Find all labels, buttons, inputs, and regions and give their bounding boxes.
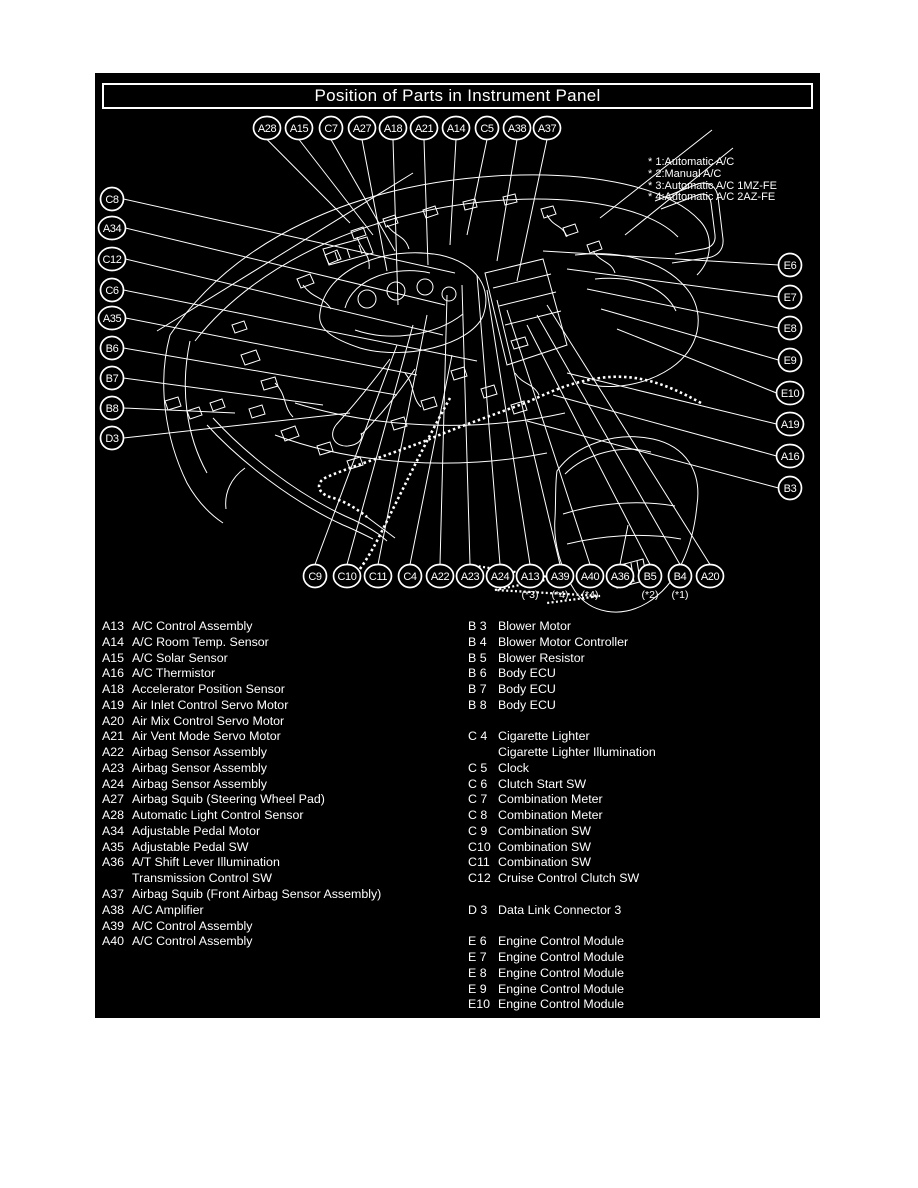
callout-label: A14: [446, 122, 466, 135]
callout-A39: [547, 565, 574, 602]
part-code: A34: [102, 823, 125, 838]
callout-label: C9: [308, 570, 322, 583]
legend-row: [102, 934, 381, 950]
callout-B5: [639, 565, 662, 602]
part-code: A23: [102, 760, 125, 775]
callout-B6: [101, 337, 124, 360]
callout-label: A15: [289, 122, 309, 135]
callout-A34: [99, 217, 126, 240]
legend-row: [468, 729, 656, 745]
callout-C4: [399, 565, 422, 588]
part-code: C 4: [468, 729, 488, 744]
callout-label: A38: [507, 122, 527, 135]
part-code: B 8: [468, 697, 487, 712]
callout-label: C6: [105, 284, 119, 297]
part-code: A18: [102, 682, 125, 697]
leader-line-E7: [567, 269, 779, 297]
part-code: A21: [102, 729, 125, 744]
part-name: Combination Meter: [498, 792, 603, 807]
legend-row: [468, 840, 656, 856]
part-name: Clutch Start SW: [498, 776, 587, 791]
leader-line-A20: [547, 305, 710, 565]
callout-label: A20: [700, 570, 720, 583]
note-line: * 2:Manual A/C: [648, 167, 722, 180]
leader-line-A35: [126, 318, 418, 375]
legend-row: [468, 824, 656, 840]
part-name: Air Mix Control Servo Motor: [132, 713, 285, 728]
leader-line-C7: [331, 140, 395, 252]
leader-line-C12: [126, 259, 444, 335]
callout-label: C4: [403, 570, 417, 583]
part-code: D 3: [468, 902, 488, 917]
part-code: A13: [102, 619, 125, 633]
callout-footnote: (*4): [581, 589, 599, 601]
part-name: Engine Control Module: [498, 934, 625, 949]
part-code: B 7: [468, 682, 487, 697]
callout-A36: [607, 565, 634, 588]
callout-C9: [304, 565, 327, 588]
legend-row: [468, 887, 656, 903]
callout-C5: [476, 117, 499, 140]
part-code: C 9: [468, 823, 488, 838]
callout-A22: [427, 565, 454, 588]
part-code: C12: [468, 871, 491, 886]
part-code: A40: [102, 934, 125, 949]
part-name: Engine Control Module: [498, 950, 625, 965]
callout-label: E6: [783, 259, 797, 272]
callout-A27: [349, 117, 376, 140]
part-name: Airbag Squib (Front Airbag Sensor Assembly): [132, 887, 382, 902]
part-code: C 5: [468, 760, 488, 775]
callout-label: A19: [780, 418, 800, 431]
part-name: A/C Room Temp. Sensor: [132, 634, 269, 649]
part-code: C 6: [468, 776, 488, 791]
legend-row: [102, 635, 381, 651]
part-code: A28: [102, 808, 125, 823]
callout-footnote: (*4): [551, 589, 569, 601]
part-code: A35: [102, 839, 125, 854]
legend-row: [468, 997, 656, 1013]
note-line: * 3:Automatic A/C 1MZ-FE: [648, 179, 777, 192]
callout-footnote: (*2): [641, 589, 659, 601]
callout-B3: [779, 477, 802, 500]
callout-label: B5: [643, 570, 657, 583]
callout-label: D3: [105, 432, 119, 445]
callout-E9: [779, 349, 802, 372]
callout-B7: [101, 367, 124, 390]
legend-row: [468, 792, 656, 808]
callout-B8: [101, 397, 124, 420]
callout-label: A13: [520, 570, 540, 583]
callout-A38: [504, 117, 531, 140]
leader-line-B5: [527, 325, 650, 565]
leader-line-A21: [424, 140, 428, 266]
part-name: Automatic Light Control Sensor: [132, 808, 304, 823]
part-name: A/C Control Assembly: [132, 619, 253, 633]
legend-row: [468, 966, 656, 982]
part-code: C11: [468, 855, 490, 870]
part-code: E 7: [468, 950, 487, 965]
part-name: Combination Meter: [498, 808, 603, 823]
legend-row: [102, 666, 381, 682]
part-code: A39: [102, 918, 125, 933]
part-name: Air Vent Mode Servo Motor: [132, 729, 281, 744]
callout-A13: [517, 565, 544, 602]
part-name: Combination SW: [498, 823, 591, 838]
diagram-panel: [95, 73, 820, 1018]
callout-label: A23: [460, 570, 480, 583]
legend-row: [102, 619, 381, 635]
callout-label: A16: [780, 450, 800, 463]
callout-label: A24: [490, 570, 510, 583]
part-name: Clock: [498, 760, 529, 775]
part-code: A24: [102, 776, 125, 791]
callout-C11: [365, 565, 392, 588]
leader-line-E10: [617, 329, 777, 393]
part-code: A15: [102, 650, 125, 665]
callout-A24: [487, 565, 514, 588]
legend-row: [102, 682, 381, 698]
leader-line-B3: [527, 421, 779, 488]
legend-row: [102, 871, 381, 887]
callout-A23: [457, 565, 484, 588]
callout-C12: [99, 248, 126, 271]
part-name: Cigarette Lighter: [498, 729, 590, 744]
callout-label: B4: [673, 570, 687, 583]
callout-label: B6: [105, 342, 119, 355]
part-name: Air Inlet Control Servo Motor: [132, 697, 289, 712]
legend-row: [102, 761, 381, 777]
callout-label: C7: [324, 122, 338, 135]
callout-E7: [779, 286, 802, 309]
legend-row: [102, 729, 381, 745]
callout-label: E10: [780, 387, 800, 400]
callout-C8: [101, 188, 124, 211]
callout-label: A34: [102, 222, 122, 235]
part-name: Engine Control Module: [498, 981, 625, 996]
part-code: C 8: [468, 808, 488, 823]
leader-line-A36: [620, 525, 628, 565]
part-name: Accelerator Position Sensor: [132, 682, 285, 697]
leader-line-A39: [497, 300, 560, 565]
part-code: C10: [468, 839, 491, 854]
callout-label: A27: [352, 122, 372, 135]
callout-C7: [320, 117, 343, 140]
leader-line-C10: [347, 325, 413, 565]
leader-line-A40: [507, 310, 590, 565]
legend-row: [102, 919, 381, 935]
part-code: A14: [102, 634, 125, 649]
callout-label: E8: [783, 322, 797, 335]
part-name: Blower Motor Controller: [498, 634, 629, 649]
callout-D3: [101, 427, 124, 450]
legend-row: [468, 761, 656, 777]
legend-row: [468, 714, 656, 730]
part-code: E 8: [468, 965, 487, 980]
part-code: B 5: [468, 650, 487, 665]
part-name: Data Link Connector 3: [498, 902, 622, 917]
part-code: A36: [102, 855, 125, 870]
note-line: * 4:Automatic A/C 2AZ-FE: [648, 191, 776, 204]
legend-row: [102, 808, 381, 824]
part-code: E10: [468, 997, 491, 1012]
legend-row: [468, 666, 656, 682]
legend-row: [102, 903, 381, 919]
callout-E6: [779, 254, 802, 277]
legend-left-column: [102, 619, 381, 950]
part-name: Adjustable Pedal SW: [132, 839, 249, 854]
part-code: B 3: [468, 619, 487, 633]
notes-block: [648, 157, 777, 204]
part-name: Cruise Control Clutch SW: [498, 871, 640, 886]
callout-E10: [777, 382, 804, 405]
part-name: Airbag Sensor Assembly: [132, 760, 267, 775]
callout-label: B8: [105, 402, 119, 415]
legend-row: [468, 871, 656, 887]
part-name: Engine Control Module: [498, 965, 625, 980]
callout-B4: [669, 565, 692, 602]
part-name: Blower Resistor: [498, 650, 585, 665]
part-name: Transmission Control SW: [132, 871, 272, 886]
callout-label: C5: [480, 122, 494, 135]
callout-A35: [99, 307, 126, 330]
callout-label: C8: [105, 193, 119, 206]
part-name: Airbag Sensor Assembly: [132, 776, 267, 791]
callout-A37: [534, 117, 561, 140]
legend-row: [468, 745, 656, 761]
legend-row: [102, 855, 381, 871]
legend-row: [468, 682, 656, 698]
legend-row: [468, 950, 656, 966]
leader-line-B4: [537, 315, 680, 565]
legend-row: [468, 982, 656, 998]
legend-row: [102, 651, 381, 667]
legend-row: [102, 887, 381, 903]
part-name: Combination SW: [498, 839, 591, 854]
part-code: E 9: [468, 981, 487, 996]
page-title: Position of Parts in Instrument Panel: [314, 86, 601, 105]
legend-row: [102, 792, 381, 808]
legend-row: [468, 698, 656, 714]
part-code: A27: [102, 792, 125, 807]
callout-label: B3: [783, 482, 797, 495]
callout-A28: [254, 117, 281, 140]
leader-line-D3: [124, 413, 351, 438]
note-line: * 1:Automatic A/C: [648, 156, 735, 168]
callout-label: A18: [383, 122, 403, 135]
part-name: A/C Solar Sensor: [132, 650, 228, 665]
part-name: Body ECU: [498, 697, 556, 712]
legend-right-column: [468, 619, 656, 1013]
legend-row: [102, 714, 381, 730]
legend-row: [102, 745, 381, 761]
callout-A16: [777, 445, 804, 468]
callout-A19: [777, 413, 804, 436]
callout-A15: [286, 117, 313, 140]
callout-label: A28: [257, 122, 277, 135]
part-name: Adjustable Pedal Motor: [132, 823, 261, 838]
part-code: A16: [102, 666, 125, 681]
callout-label: E9: [783, 354, 797, 367]
legend-row: [468, 919, 656, 935]
part-code: A19: [102, 697, 125, 712]
callout-label: C10: [337, 570, 357, 583]
callout-footnote: (*3): [521, 589, 539, 601]
callout-C6: [101, 279, 124, 302]
callout-label: A21: [414, 122, 434, 135]
callout-label: A36: [610, 570, 630, 583]
callout-label: B7: [105, 372, 119, 385]
callout-label: A40: [580, 570, 600, 583]
part-code: A38: [102, 902, 125, 917]
legend-row: [468, 651, 656, 667]
callout-footnote: (*1): [671, 589, 689, 601]
legend-row: [102, 777, 381, 793]
part-name: Blower Motor: [498, 619, 571, 633]
leader-line-A14: [450, 140, 456, 246]
leader-line-E8: [587, 289, 779, 328]
leader-line-A22: [440, 295, 447, 565]
callout-E8: [779, 317, 802, 340]
part-name: Combination SW: [498, 855, 591, 870]
part-name: A/C Control Assembly: [132, 934, 253, 949]
callout-A20: [697, 565, 724, 588]
callout-label: A22: [430, 570, 450, 583]
part-code: B 6: [468, 666, 487, 681]
callout-label: A37: [537, 122, 557, 135]
part-name: A/C Amplifier: [132, 902, 204, 917]
part-code: E 6: [468, 934, 487, 949]
legend-row: [102, 698, 381, 714]
legend-row: [468, 934, 656, 950]
callout-A21: [411, 117, 438, 140]
legend-row: [468, 855, 656, 871]
callout-label: C12: [102, 253, 122, 266]
callout-label: A39: [550, 570, 570, 583]
leader-line-A37: [517, 140, 547, 282]
part-name: Engine Control Module: [498, 997, 625, 1012]
leader-line-C5: [467, 140, 487, 236]
part-name: A/T Shift Lever Illumination: [132, 855, 280, 870]
part-name: Body ECU: [498, 682, 556, 697]
legend-row: [102, 824, 381, 840]
legend-row: [468, 777, 656, 793]
leader-line-A24: [477, 275, 500, 565]
part-name: A/C Thermistor: [132, 666, 216, 681]
part-code: A37: [102, 887, 125, 902]
part-name: Airbag Sensor Assembly: [132, 745, 267, 760]
legend-row: [102, 840, 381, 856]
legend-row: [468, 619, 656, 635]
leader-line-E6: [543, 251, 779, 265]
legend-row: [468, 808, 656, 824]
part-name: Body ECU: [498, 666, 556, 681]
leader-line-E9: [601, 309, 779, 360]
leader-line-A27: [362, 140, 387, 272]
part-name: A/C Control Assembly: [132, 918, 253, 933]
callout-A14: [443, 117, 470, 140]
part-name: Airbag Squib (Steering Wheel Pad): [132, 792, 325, 807]
legend-row: [468, 903, 656, 919]
callout-C10: [334, 565, 361, 588]
callout-A18: [380, 117, 407, 140]
part-code: A20: [102, 713, 125, 728]
legend-row: [468, 635, 656, 651]
leader-line-A13: [487, 290, 530, 565]
callout-label: A35: [102, 312, 122, 325]
part-code: B 4: [468, 634, 487, 649]
part-code: A22: [102, 745, 125, 760]
callout-label: E7: [783, 291, 797, 304]
callout-label: C11: [368, 570, 388, 583]
part-code: C 7: [468, 792, 488, 807]
part-name: Cigarette Lighter Illumination: [498, 745, 656, 760]
